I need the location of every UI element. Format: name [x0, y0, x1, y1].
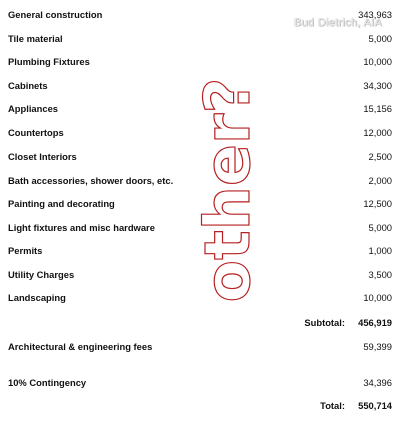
line-item-value: 10,000: [363, 292, 392, 303]
fees-value: 59,399: [363, 341, 392, 352]
line-item-label: Landscaping: [8, 292, 66, 303]
line-item-label: Appliances: [8, 103, 59, 114]
line-item-value: 12,000: [363, 127, 392, 138]
line-item-label: Closet Interiors: [8, 151, 77, 162]
line-item: [0, 245, 401, 259]
total-value: 550,714: [358, 400, 392, 411]
line-item: [0, 198, 401, 212]
line-item-label: Permits: [8, 245, 43, 256]
line-item-value: 343,963: [358, 9, 392, 20]
line-item: [0, 269, 401, 283]
fees-label: Architectural & engineering fees: [8, 341, 153, 352]
contingency-value: 34,396: [363, 377, 392, 388]
line-item-value: 2,000: [368, 175, 392, 186]
line-item-label: Plumbing Fixtures: [8, 56, 90, 67]
line-item: [0, 80, 401, 94]
line-item: [0, 151, 401, 165]
subtotal-value: 456,919: [358, 317, 392, 328]
line-item: [0, 127, 401, 141]
line-item-label: Cabinets: [8, 80, 48, 91]
line-item-label: Countertops: [8, 127, 64, 138]
line-item: [0, 56, 401, 70]
line-item: [0, 175, 401, 189]
line-item-label: Painting and decorating: [8, 198, 115, 209]
line-item-label: General construction: [8, 9, 103, 20]
line-item-value: 15,156: [363, 103, 392, 114]
total-label: Total:: [320, 400, 345, 411]
line-item-value: 5,000: [368, 222, 392, 233]
line-item: [0, 33, 401, 47]
line-item-label: Tile material: [8, 33, 63, 44]
fees-row: [0, 341, 401, 355]
line-item: [0, 292, 401, 306]
line-item-value: 10,000: [363, 56, 392, 67]
subtotal-row: [0, 317, 401, 331]
contingency-row: [0, 377, 401, 391]
line-item-label: Utility Charges: [8, 269, 75, 280]
subtotal-label: Subtotal:: [304, 317, 345, 328]
line-item-value: 12,500: [363, 198, 392, 209]
line-item-label: Light fixtures and misc hardware: [8, 222, 155, 233]
line-item-value: 2,500: [368, 151, 392, 162]
line-item-value: 1,000: [368, 245, 392, 256]
line-item: [0, 222, 401, 236]
line-item-value: 34,300: [363, 80, 392, 91]
line-item: [0, 9, 401, 23]
contingency-label: 10% Contingency: [8, 377, 87, 388]
total-row: [0, 400, 401, 414]
other-stamp-text: other?: [191, 77, 265, 303]
author-watermark: Bud Dietrich, AIA: [294, 17, 383, 29]
line-item-value: 3,500: [368, 269, 392, 280]
line-item-value: 5,000: [368, 33, 392, 44]
line-item: [0, 103, 401, 117]
line-item-label: Bath accessories, shower doors, etc.: [8, 175, 174, 186]
